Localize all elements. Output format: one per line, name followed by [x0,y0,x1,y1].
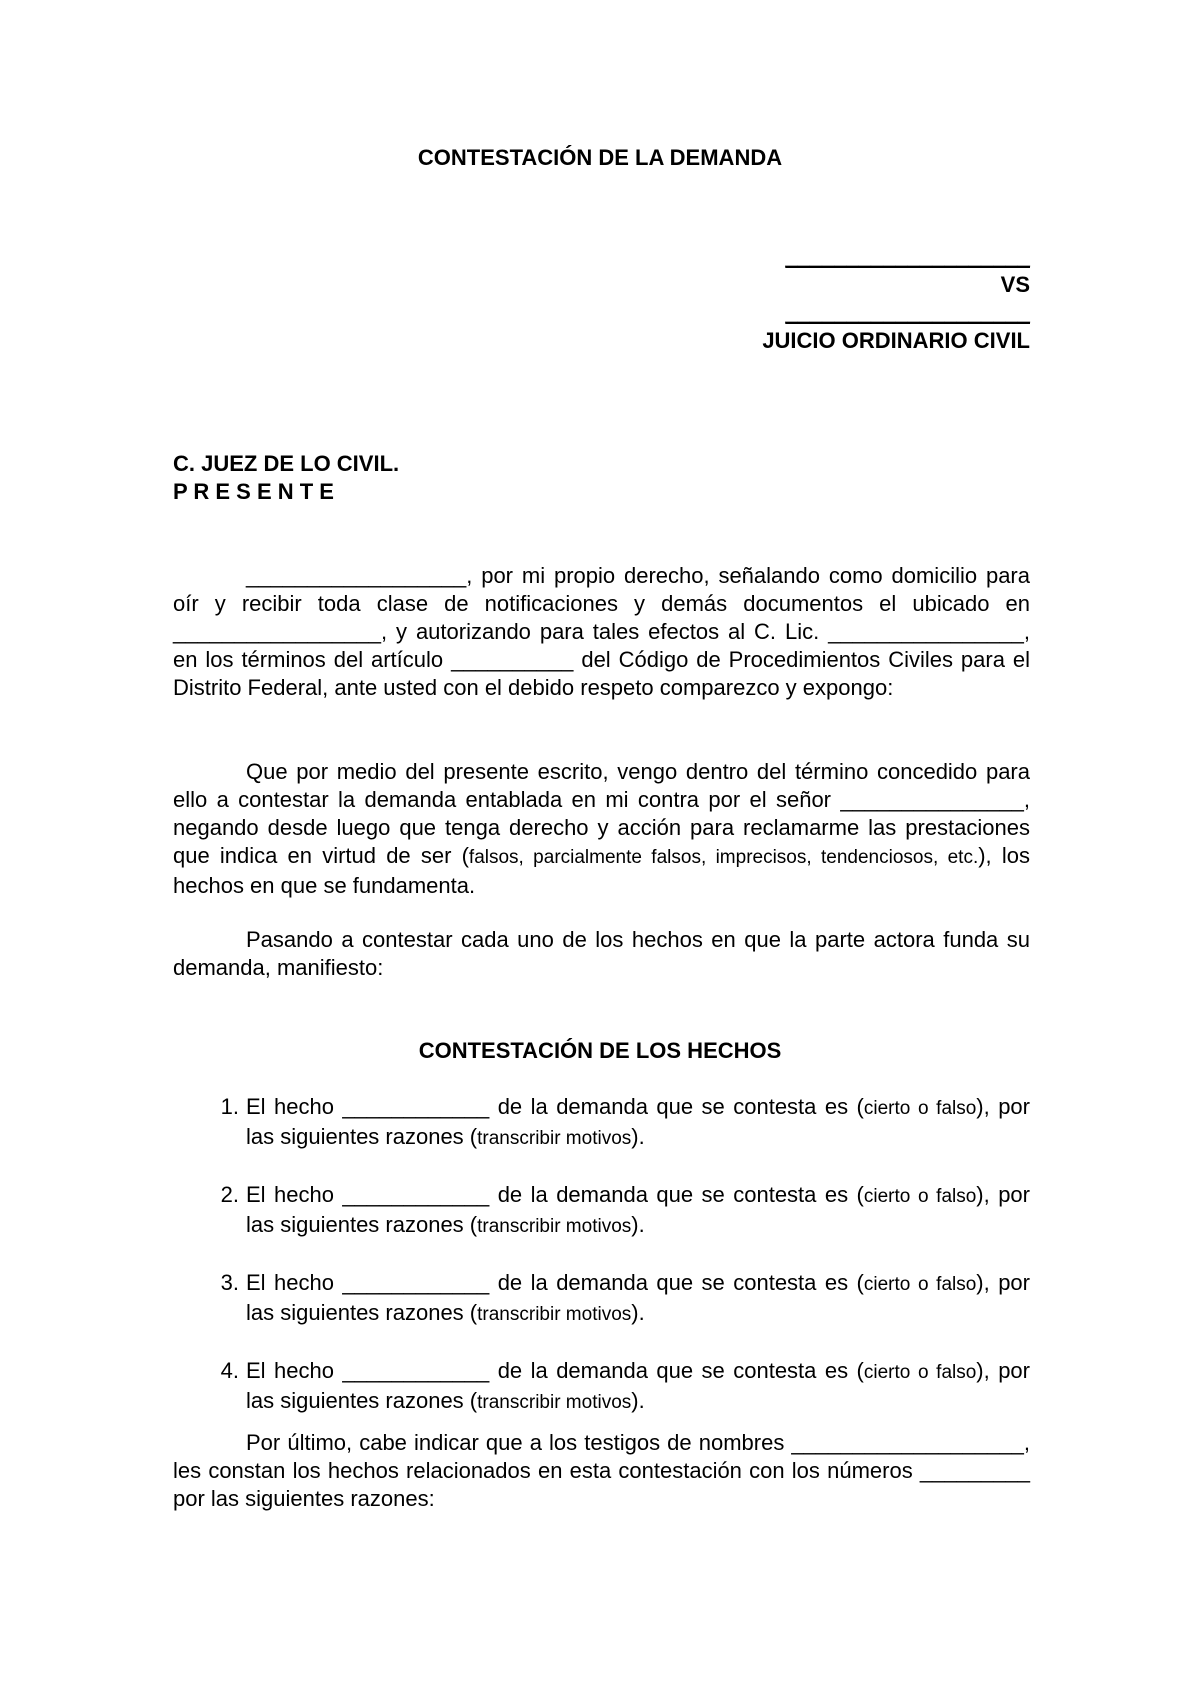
fact-instruction: transcribir motivos [477,1304,632,1325]
fact-end: ). [631,1300,645,1325]
witnesses-paragraph [173,1429,1030,1513]
versus-label: VS [1000,272,1030,297]
fact-number: 1. [220,1094,239,1119]
fact-lead: El hecho ____________ de la demanda que se contesta es ( [246,1270,864,1295]
fact-option: cierto o falso [863,1186,977,1207]
intro-paragraph [173,562,1030,702]
fact-option: cierto o falso [863,1098,977,1119]
answer-paragraph [173,758,1030,900]
fact-instruction: transcribir motivos [477,1216,632,1237]
fact-item [173,1093,1030,1153]
fact-item [173,1181,1030,1241]
fact-middle: ), por las siguientes razones ( [246,1094,1030,1149]
fact-end: ). [631,1388,645,1413]
intro-text: __________________, por mi propio derecho, señalando como domicilio para oír y recibir toda clase de notificaciones y demás documentos el ubicado en _________________, y autorizando para tales efectos al C. Lic. ________________, en los términos del artículo __________ del Código de Procedimientos Civiles para el Distrito Federal, ante usted con el debido respeto comparezco y expongo: [173,563,1030,700]
transition-text: Pasando a contestar cada uno de los hechos en que la parte actora funda su demanda, manifiesto: [173,927,1030,980]
fact-number: 2. [220,1182,239,1207]
fact-number: 3. [220,1270,239,1295]
case-header [730,243,1030,355]
answer-end-text: ), los hechos en que se fundamenta. [173,843,1030,898]
answer-main-text: Que por medio del presente escrito, vengo dentro del término concedido para ello a contestar la demanda entablada en mi contra por el señor _______________, negando desde luego que tenga derecho y acción para reclamarme las prestaciones que indica en virtud de ser ( [173,759,1030,868]
facts-list [173,1093,1030,1445]
fact-instruction: transcribir motivos [477,1128,632,1149]
addressee-block [173,450,873,506]
plaintiff-blank: ____________________ [785,244,1030,269]
fact-option: cierto o falso [863,1362,977,1383]
fact-lead: El hecho ____________ de la demanda que se contesta es ( [246,1182,864,1207]
fact-middle: ), por las siguientes razones ( [246,1182,1030,1237]
fact-middle: ), por las siguientes razones ( [246,1270,1030,1325]
answer-text [173,758,1030,900]
fact-lead: El hecho ____________ de la demanda que se contesta es ( [246,1358,864,1383]
document-title: CONTESTACIÓN DE LA DEMANDA [417,145,783,170]
fact-option: cierto o falso [863,1274,977,1295]
fact-item [173,1269,1030,1329]
fact-number: 4. [220,1358,239,1383]
fact-lead: El hecho ____________ de la demanda que se contesta es ( [246,1094,864,1119]
judge-addressee: C. JUEZ DE LO CIVIL. [173,451,400,476]
transition-paragraph [173,926,1030,982]
case-type: JUICIO ORDINARIO CIVIL [762,328,1030,353]
present-label: P R E S E N T E [173,479,334,504]
fact-end: ). [631,1212,645,1237]
answer-options-text: falsos, parcialmente falsos, imprecisos, tendenciosos, etc. [468,847,979,868]
fact-middle: ), por las siguientes razones ( [246,1358,1030,1413]
witnesses-text: Por último, cabe indicar que a los testigos de nombres ___________________, les constan los hechos relacionados en esta contestación con los números _________ por las siguientes razones: [173,1430,1030,1511]
defendant-blank: ____________________ [785,300,1030,325]
fact-instruction: transcribir motivos [477,1392,632,1413]
fact-end: ). [631,1124,645,1149]
facts-heading: CONTESTACIÓN DE LOS HECHOS [418,1038,782,1063]
fact-item [173,1357,1030,1417]
